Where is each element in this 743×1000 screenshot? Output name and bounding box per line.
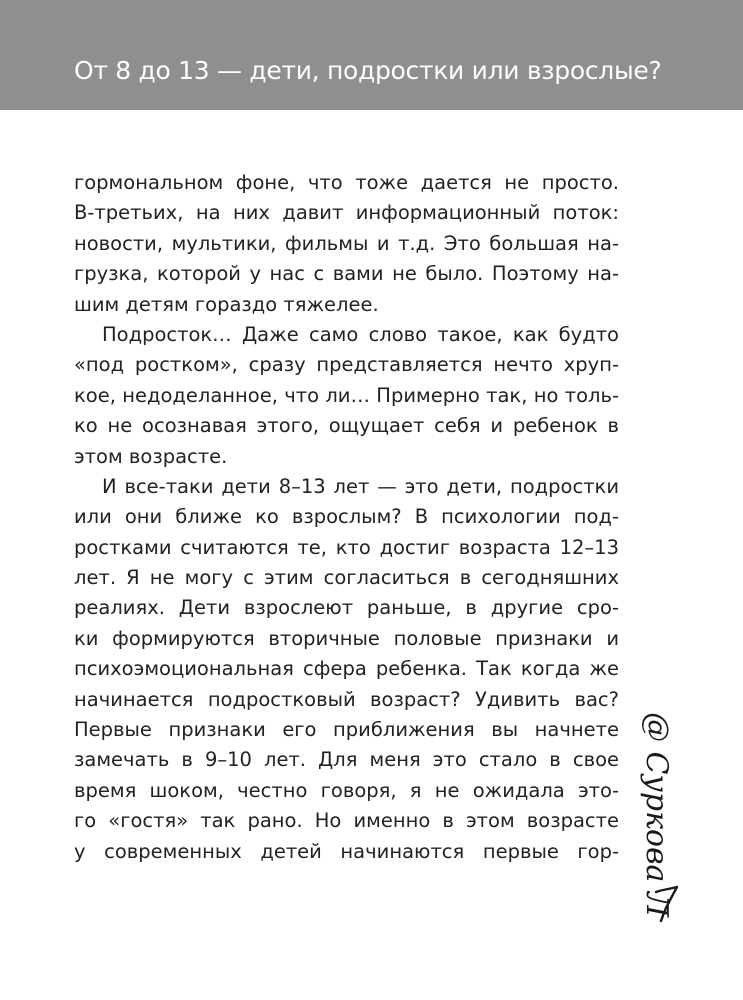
page-number-glyph (652, 884, 682, 924)
handwritten-watermark: @ Суркова Л (639, 712, 674, 917)
text-line: лет. Я не могу с этим согласиться в сегодняшних (74, 566, 619, 590)
text-line: Подросток… Даже само слово такое, как будто (102, 322, 619, 346)
text-line: гормональном фоне, что тоже дается не просто. (74, 171, 619, 194)
text-line: новости, мультики, фильмы и т.д. Это большая на- (74, 231, 619, 255)
text-line: ко не осознавая этого, ощущает себя и ребенок в (74, 414, 619, 438)
text-line: или они ближе ко взрослым? В психологии под- (74, 505, 619, 529)
text-line: В-третьих, на них давит информационный поток: (74, 201, 619, 225)
text-line: начинается подростковый возраст? Удивить вас? (74, 687, 619, 711)
text-line: время шоком, честно говоря, я не ожидала это- (74, 778, 619, 802)
text-line: замечать в 9–10 лет. Для меня это стало в свое (74, 748, 619, 772)
text-line: шим детям гораздо тяжелее. (74, 292, 379, 316)
text-line: ростками считаются те, кто достиг возраста 12–13 (74, 535, 619, 559)
text-line: Первые признаки его приближения вы начнете (74, 718, 619, 742)
text-line: психоэмоциональная сфера ребенка. Так когда же (74, 657, 619, 681)
chapter-header-band (0, 0, 743, 110)
text-line: го «гостя» так рано. Но именно в этом возрасте (74, 809, 619, 833)
chapter-title: От 8 до 13 — дети, подростки или взрослые? (74, 56, 662, 85)
body-text (74, 168, 619, 867)
text-line: кое, недоделанное, что ли… Примерно так, но толь- (74, 383, 619, 407)
text-line: И все-таки дети 8–13 лет — это дети, подростки (102, 474, 619, 498)
page-number (652, 884, 682, 924)
text-line: ки формируются вторичные половые признаки и (74, 626, 619, 650)
text-line: грузка, которой у нас с вами не было. Поэтому на- (74, 262, 619, 286)
text-line: у современных детей начинаются первые гор- (74, 839, 619, 863)
text-line: реалиях. Дети взрослеют раньше, в другие сро- (74, 596, 619, 620)
text-line: этом возрасте. (74, 444, 228, 468)
text-line: «под ростком», сразу представляется нечто хруп- (74, 353, 619, 377)
